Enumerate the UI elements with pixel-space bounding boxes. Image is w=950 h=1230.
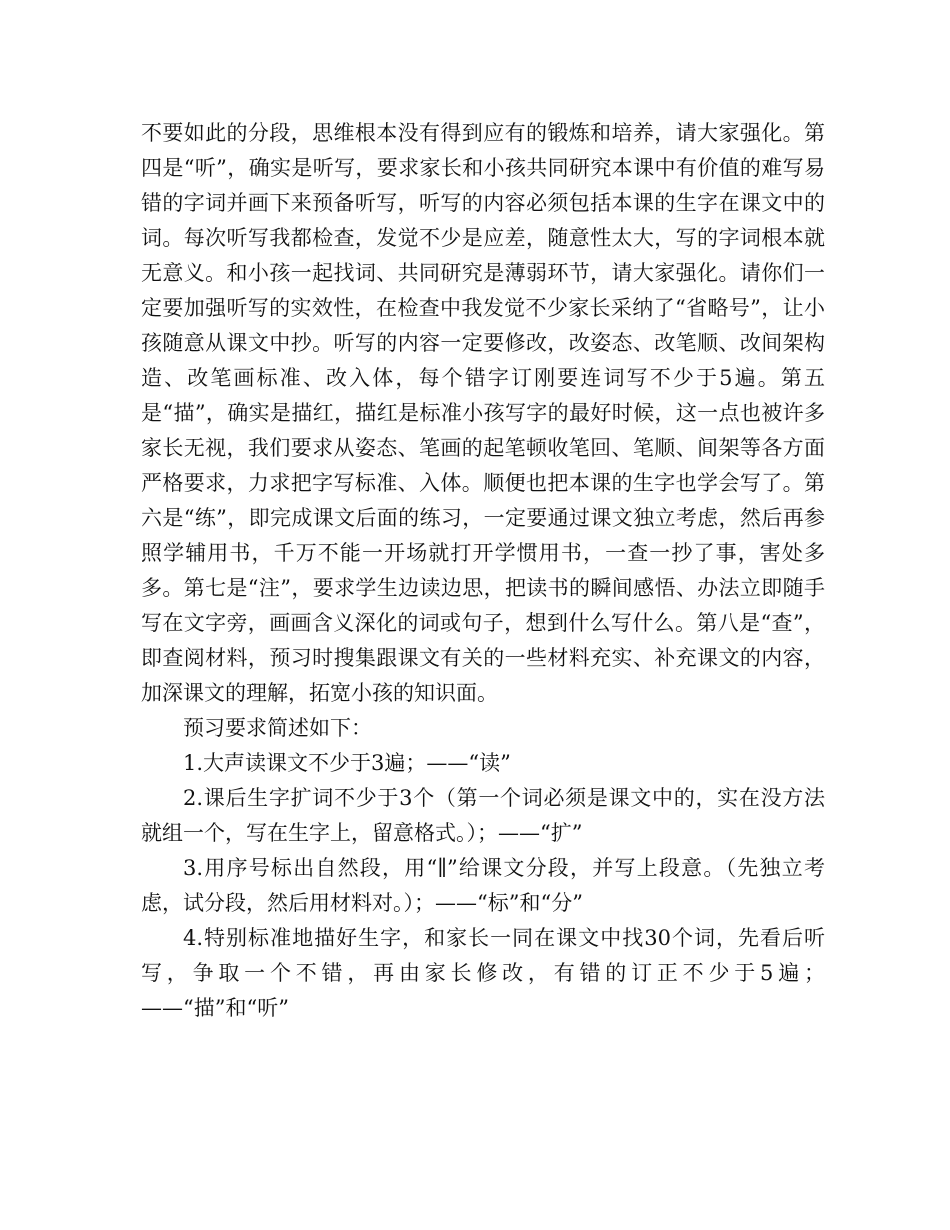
paragraph-requirements-intro: 预习要求简述如下： bbox=[183, 716, 372, 740]
paragraph-continuation: 不要如此的分段，思维根本没有得到应有的锻炼和培养，请大家强化。第四是“听”，确实是听写，要求家长和小孩共同研究本课中有价值的难写易错的字词并画下来预备听写，听写的内容必须包括本课的生字在课文中的词。每次听写我都检查，发觉不少是应差，随意性太大，写的字词根本就无意义。和小孩一起找词、共同研究是薄弱环节，请大家强化。请你们一定要加强听写的实效性，在检查中我发觉不少家长采纳了“省略号”，让小孩随意从课文中抄。听写的内容一定要修改，改姿态、改笔顺、改间架构造、改笔画标准、改入体，每个错字订刚要连词写不少于5遍。第五是“描”，确实是描红，描红是标准小孩写字的最好时候，这一点也被许多家长无视，我们要求从姿态、笔画的起笔顿收笔回、笔顺、间架等各方面严格要求，力求把字写标准、入体。顺便也把本课的生字也学会写了。第六是“练”，即完成课文后面的练习，一定要通过课文独立考虑，然后再参照学辅用书，千万不能一开场就打开学惯用书，一查一抄了事，害处多多。第七是“注”，要求学生边读边思，把读书的瞬间感悟、办法立即随手写在文字旁，画画含义深化的词或句子，想到什么写什么。第八是“查”，即查阅材料，预习时搜集跟课文有关的一些材料充实、补充课文的内容，加深课文的理解，拓宽小孩的知识面。 bbox=[141, 121, 825, 705]
body-text bbox=[141, 116, 825, 1026]
list-item-expand: 2.课后生字扩词不少于3个（第一个词必须是课文中的，实在没方法就组一个，写在生字上，留意格式。）；——“扩” bbox=[141, 786, 825, 845]
list-item-read: 1.大声读课文不少于3遍；——“读” bbox=[183, 751, 511, 775]
list-item-trace-dictate: 4.特别标准地描好生字，和家长一同在课文中找30个词，先看后听写，争取一个不错，再由家长修改，有错的订正不少于5遍；——“描”和“听” bbox=[141, 926, 825, 1020]
list-item-mark-divide: 3.用序号标出自然段，用“∥”给课文分段，并写上段意。（先独立考虑，试分段，然后用材料对。）；——“标”和“分” bbox=[141, 856, 825, 915]
